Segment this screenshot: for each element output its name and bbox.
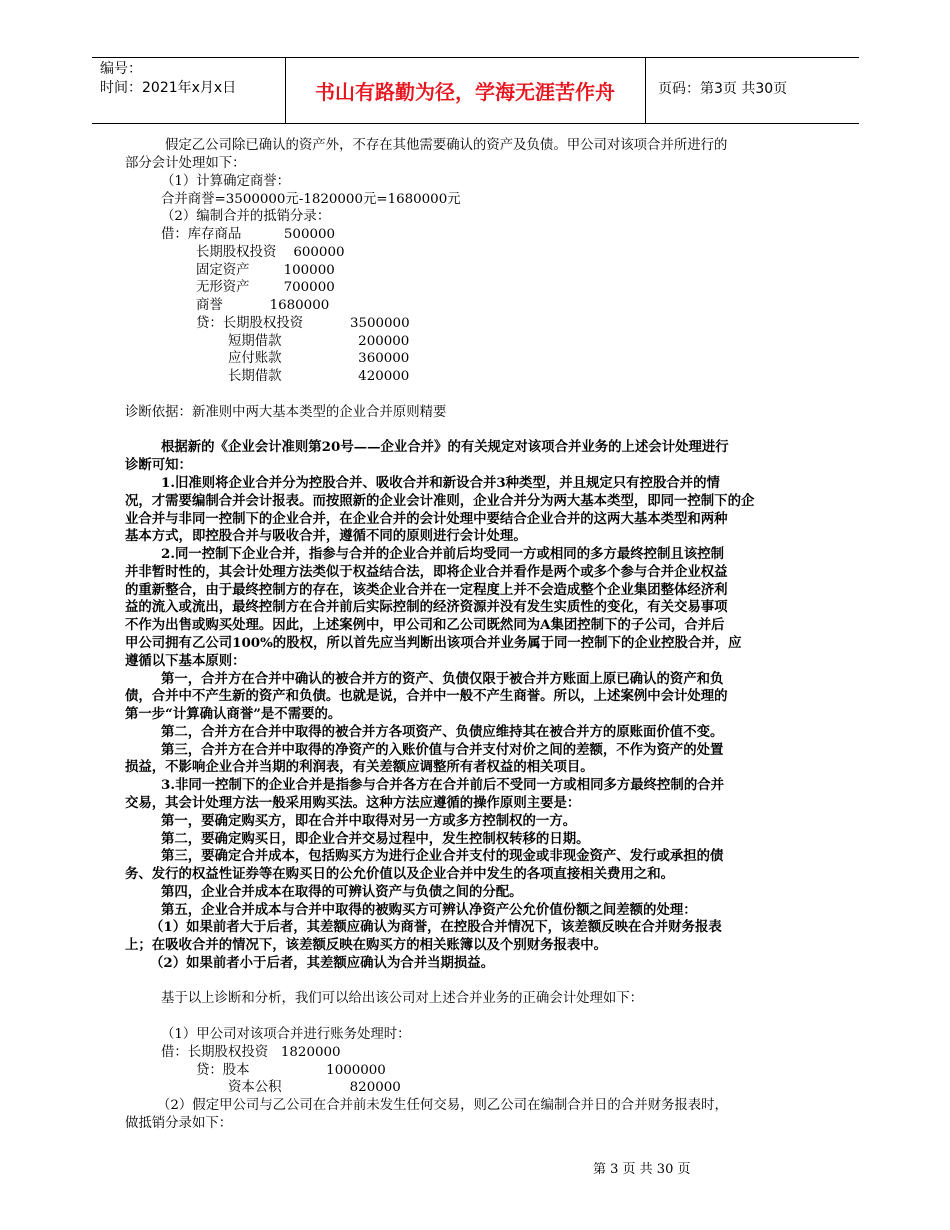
text-line: 假定乙公司除已确认的资产外，不存在其他需要确认的资产及负债。甲公司对该项合并所进行的 [165,138,728,153]
text-line: 不作为出售或购买处理。因此，上述案例中，甲公司和乙公司既然同为A集团控制下的子公司，合并后 [125,617,725,633]
text-line: 债，合并中不产生新的资产和负债。也就是说，合并中一般不产生商誉。所以，上述案例中会计处理的 [125,688,728,704]
text-line: 第一，要确定购买方，即在合并中取得对另一方或多方控制权的一方。 [161,813,577,829]
text-line: 借：长期股权投资 1820000 [161,1045,341,1060]
text-line: 做抵销分录如下： [125,1116,233,1131]
text-line: （1）甲公司对该项合并进行账务处理时： [161,1027,411,1042]
text-line: 务、发行的权益性证券等在购买日的公允价值以及企业合并中发生的各项直接相关费用之和。 [125,866,675,882]
text-line: 损益，不影响企业合并当期的利润表，有关差额应调整所有者权益的相关项目。 [125,759,594,775]
text-line: 业合并与非同一控制下的企业合并，在企业合并的会计处理中要结合企业合并的这两大基本类型和两种 [125,511,728,527]
document-number-label: 编号： [100,61,142,77]
text-line: 固定资产 100000 [196,263,335,278]
text-line: 第一，合并方在合并中确认的被合并方的资产、负债仅限于被合并方账面上原已确认的资产和负 [161,671,724,687]
text-line: 益的流入或流出，最终控制方在合并前后实际控制的经济资源并没有发生实质性的变化，有关交易事项 [125,599,728,615]
header-divider-right [645,58,646,123]
text-line: 贷：股本 1000000 [196,1063,386,1078]
text-line: 基本方式，即控股合并与吸收合并，遵循不同的原则进行会计处理。 [125,528,527,544]
text-line: 第四，企业合并成本在取得的可辨认资产与负债之间的分配。 [161,884,523,900]
text-line: 第二，合并方在合并中取得的被合并方各项资产、负债应维持其在被合并方的原账面价值不变。 [161,724,724,740]
text-line: 遵循以下基本原则： [125,653,246,669]
text-line: 的重新整合，由于最终控制方的存在，该类企业合并在一定程度上并不会造成整个企业集团整体经济利 [125,582,728,598]
text-line: 合并商誉=3500000元-1820000元=1680000元 [161,192,461,207]
text-line: 应付账款 360000 [228,351,410,366]
text-line: 第三，合并方在合并中取得的净资产的入账价值与合并支付对价之间的差额，不作为资产的处置 [161,742,724,758]
text-line: 无形资产 700000 [196,280,335,295]
header-meta [100,60,236,98]
text-line: （1）如果前者大于后者，其差额应确认为商誉，在控股合并情况下，该差额反映在合并财务报表 [150,919,722,935]
text-line: 1.旧准则将企业合并分为控股合并、吸收合并和新设合并3种类型，并且规定只有控股合并的情 [161,475,720,491]
text-line: 部分会计处理如下： [125,156,246,171]
header-motto: 书山有路勤为径，学海无涯苦作舟 [315,80,615,104]
text-line: （2）假定甲公司与乙公司在合并前未发生任何交易，则乙公司在编制合并日的合并财务报表时， [157,1098,728,1113]
text-line: 诊断依据：新准则中两大基本类型的企业合并原则精要 [125,405,447,420]
header-page-number: 页码：第3页 共30页 [658,81,788,97]
text-line: 甲公司拥有乙公司100%的股权，所以首先应当判断出该项合并业务属于同一控制下的企业控股合并，应 [125,635,742,651]
text-line: 借：库存商品 500000 [161,227,336,242]
text-line: 资本公积 820000 [228,1080,401,1095]
text-line: 短期借款 200000 [228,334,410,349]
text-line: 长期借款 420000 [228,369,410,384]
text-line: 上；在吸收合并的情况下，该差额反映在购买方的相关账簿以及个别财务报表中。 [125,937,608,953]
text-line: （2）如果前者小于后者，其差额应确认为合并当期损益。 [150,955,495,971]
text-line: 贷：长期股权投资 3500000 [196,316,410,331]
text-line: 况，才需要编制合并会计报表。而按照新的企业会计准则，企业合并分为两大基本类型，即同一控制下的企 [125,493,755,509]
document-date-label: 时间：2021年x月x日 [100,80,237,96]
text-line: 第五，企业合并成本与合并中取得的被购买方可辨认净资产公允价值份额之间差额的处理： [161,902,697,918]
text-line: （2）编制合并的抵销分录： [161,209,331,224]
page-header [92,57,859,124]
text-line: 长期股权投资 600000 [196,245,345,260]
text-line: 并非暂时性的，其会计处理方法类似于权益结合法，即将企业合并看作是两个或多个参与合并企业权益 [125,564,728,580]
text-line: 3.非同一控制下的企业合并是指参与合并各方在合并前后不受同一方或相同多方最终控制的合并 [161,777,724,793]
text-line: 诊断可知： [125,457,192,473]
text-line: 第二，要确定购买日，即企业合并交易过程中，发生控制权转移的日期。 [161,831,590,847]
text-line: 第三，要确定合并成本，包括购买方为进行企业合并支付的现金或非现金资产、发行或承担的债 [161,848,724,864]
text-line: 交易，其会计处理方法一般采用购买法。这种方法应遵循的操作原则主要是： [125,795,581,811]
text-line: 基于以上诊断和分析，我们可以给出该公司对上述合并业务的正确会计处理如下： [161,991,644,1006]
text-line: 第一步“计算确认商誉”是不需要的。 [125,706,342,722]
text-line: （1）计算确定商誉： [161,174,291,189]
text-line: 2.同一控制下企业合并，指参与合并的企业合并前后均受同一方或相同的多方最终控制且该控制 [161,546,724,562]
page-footer: 第 3 页 共 30 页 [593,1162,691,1177]
text-line: 商誉 1680000 [196,298,330,313]
text-line: 根据新的《企业会计准则第20号——企业合并》的有关规定对该项合并业务的上述会计处理进行 [161,439,729,455]
